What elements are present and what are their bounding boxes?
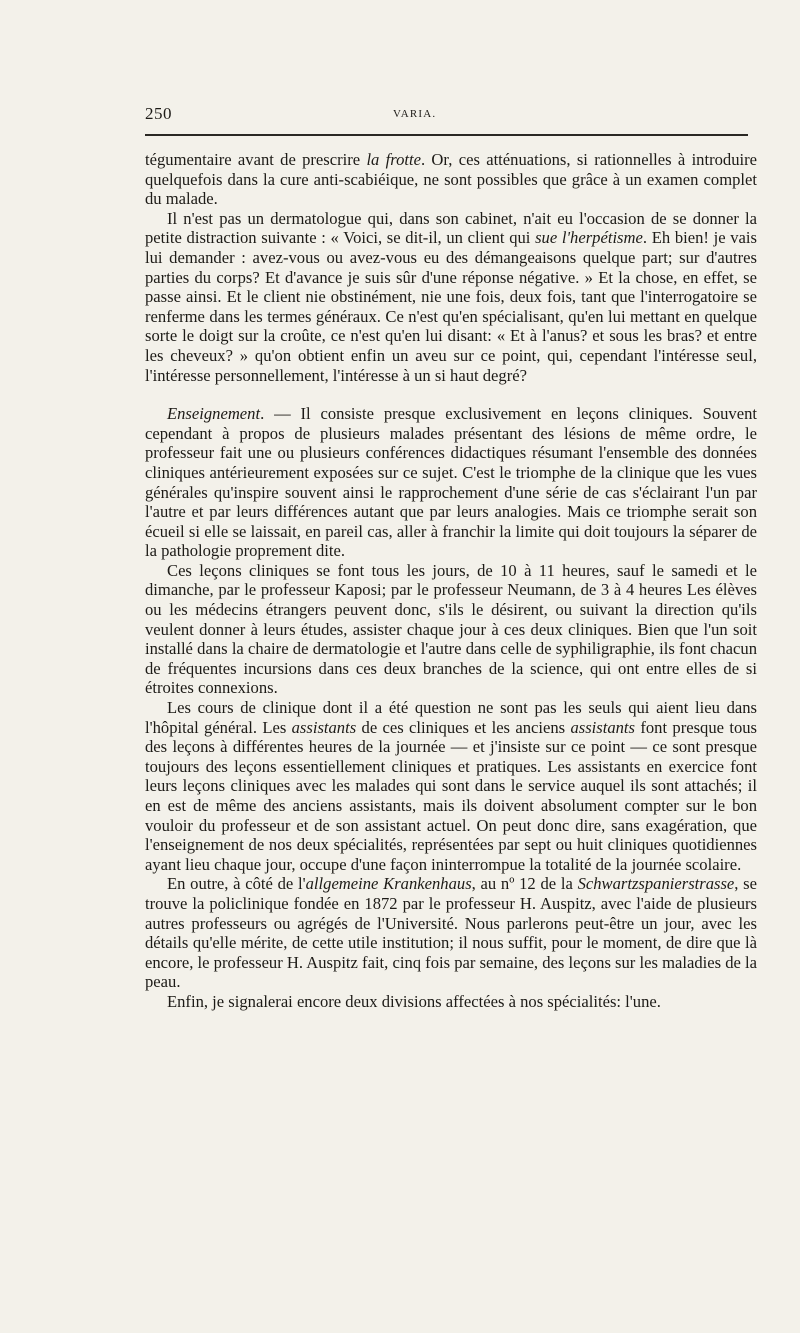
body-text bbox=[145, 150, 757, 1012]
text-run: , se trouve la policlinique fondée en 1872 par le professeur H. Auspitz, avec l'aide de plusieurs autres professeurs ou agrégés de l'Université. Nous parlerons peut-être un jour, avec les détails qu'elle mérite, de cette utile institution; il nous suffit, pour le moment, de dire que là encore, le professeur H. Auspitz fait, cinq fois par semaine, des leçons sur les maladies de la peau. bbox=[145, 874, 758, 992]
italic-run: allgemeine Krankenhaus bbox=[305, 874, 472, 894]
running-head bbox=[145, 104, 763, 128]
italic-run: Schwartzspanierstrasse bbox=[577, 874, 735, 894]
header-rule bbox=[145, 134, 748, 136]
italic-run: sue l'herpétisme bbox=[535, 228, 643, 248]
text-run: Les cours de clinique dont il a été question ne sont pas les seuls qui aient lieu dans l'hôpital général. Les bbox=[145, 698, 757, 737]
text-run: . Eh bien! je vais lui demander : avez-vous ou avez-vous eu des démangeaisons quelque part; sur d'autres parties du corps? Et d'avance je suis sûr d'une réponse négative. » Et la chose, en effet, se passe ainsi. Et le client nie obstinément, nie une fois, deux fois, tant que l'interrogatoire se renferme dans les termes généraux. Ce n'est qu'en spécialisant, qu'en lui mettant en quelque sorte le doigt sur la croûte, ce n'est qu'en lui disant: « Et à l'anus? et sous les bras? et entre les cheveux? » qu'on obtient enfin un aveu sur ce point, qui, cependant l'intéresse seul, l'intéresse personnellement, l'intéresse à un si haut degré? bbox=[145, 228, 757, 385]
paragraph-4 bbox=[145, 561, 757, 698]
page-number: 250 bbox=[145, 104, 172, 123]
text-run: . Or, ces atténuations, si rationnelles à introduire quelquefois dans la cure anti-scabiéique, ne sont possibles que grâce à un examen complet du malade. bbox=[145, 150, 758, 209]
text-run: de ces cliniques et les anciens bbox=[356, 717, 571, 737]
paragraph-enseignement bbox=[145, 404, 757, 561]
text-run: , au nº 12 de la bbox=[471, 874, 578, 894]
paragraph-1 bbox=[145, 150, 757, 209]
paragraph-7 bbox=[145, 992, 757, 1012]
italic-run: assistants bbox=[570, 717, 635, 737]
italic-heading: Enseignement bbox=[167, 404, 261, 424]
text-run: Il n'est pas un dermatologue qui, dans son cabinet, n'ait eu l'occasion de se donner la petite distraction suivante : « Voici, se dit-il, un client qui bbox=[145, 208, 757, 248]
italic-run: assistants bbox=[291, 717, 357, 737]
paragraph-6 bbox=[145, 874, 757, 992]
text-run: Ces leçons cliniques se font tous les jours, de 10 à 11 heures, sauf le samedi et le dimanche, par le professeur Kaposi; par le professeur Neumann, de 3 à 4 heures Les élèves ou les médecins étrangers peuvent donc, s'ils le désirent, ou suivant la direction qu'ils veulent donner à leurs études, assister chaque jour à ces deux cliniques. Bien que l'un soit installé dans la chaire de dermatologie et l'autre dans celle de syphiligraphie, ils font chacun de fréquentes incursions dans ces deux branches de la science, qui ont entre elles de si étroites connexions. bbox=[145, 560, 757, 698]
text-run: En outre, à côté de l' bbox=[167, 874, 306, 894]
paragraph-5 bbox=[145, 698, 757, 874]
text-run: font presque tous des leçons à différentes heures de la journée — et j'insiste sur ce point — ce sont presque toujours des leçons essentiellement cliniques et pratiques. Les assistants en exercice font leurs leçons cliniques avec les malades qui sont dans le service auquel ils sont attachés; il en est de même des anciens assistants, mais ils doivent absolument compter sur le bon vouloir du professeur et de son assistant actuel. On peut donc dire, sans exagération, que l'enseignement de nos deux spécialités, représentées par sept ou huit cliniques quotidiennes ayant lieu chaque jour, occupe d'une façon ininterrompue la totalité de la journée scolaire. bbox=[145, 717, 757, 874]
section-title: VARIA. bbox=[393, 108, 437, 120]
italic-run: la frotte bbox=[366, 150, 421, 169]
text-run: Enfin, je signalerai encore deux divisions affectées à nos spécialités: l'une. bbox=[167, 991, 661, 1011]
text-run: . — Il consiste presque exclusivement en leçons cliniques. Souvent cependant à propos de plusieurs malades présentant des lésions de même ordre, le professeur fait une ou plusieurs conférences didactiques résumant l'ensemble des données cliniques antérieurement exposées sur ce sujet. C'est le triomphe de la clinique que les vues générales qu'inspire souvent ainsi le rapprochement d'une série de cas s'éclairant l'un par l'autre et par leurs différences autant que par leurs analogies. Mais ce triomphe serait son écueil si elle se laissait, en pareil cas, aller à franchir la limite qui doit toujours la séparer de la pathologie proprement dite. bbox=[145, 404, 757, 561]
paragraph-2 bbox=[145, 209, 757, 385]
text-run: tégumentaire avant de prescrire bbox=[145, 150, 367, 169]
